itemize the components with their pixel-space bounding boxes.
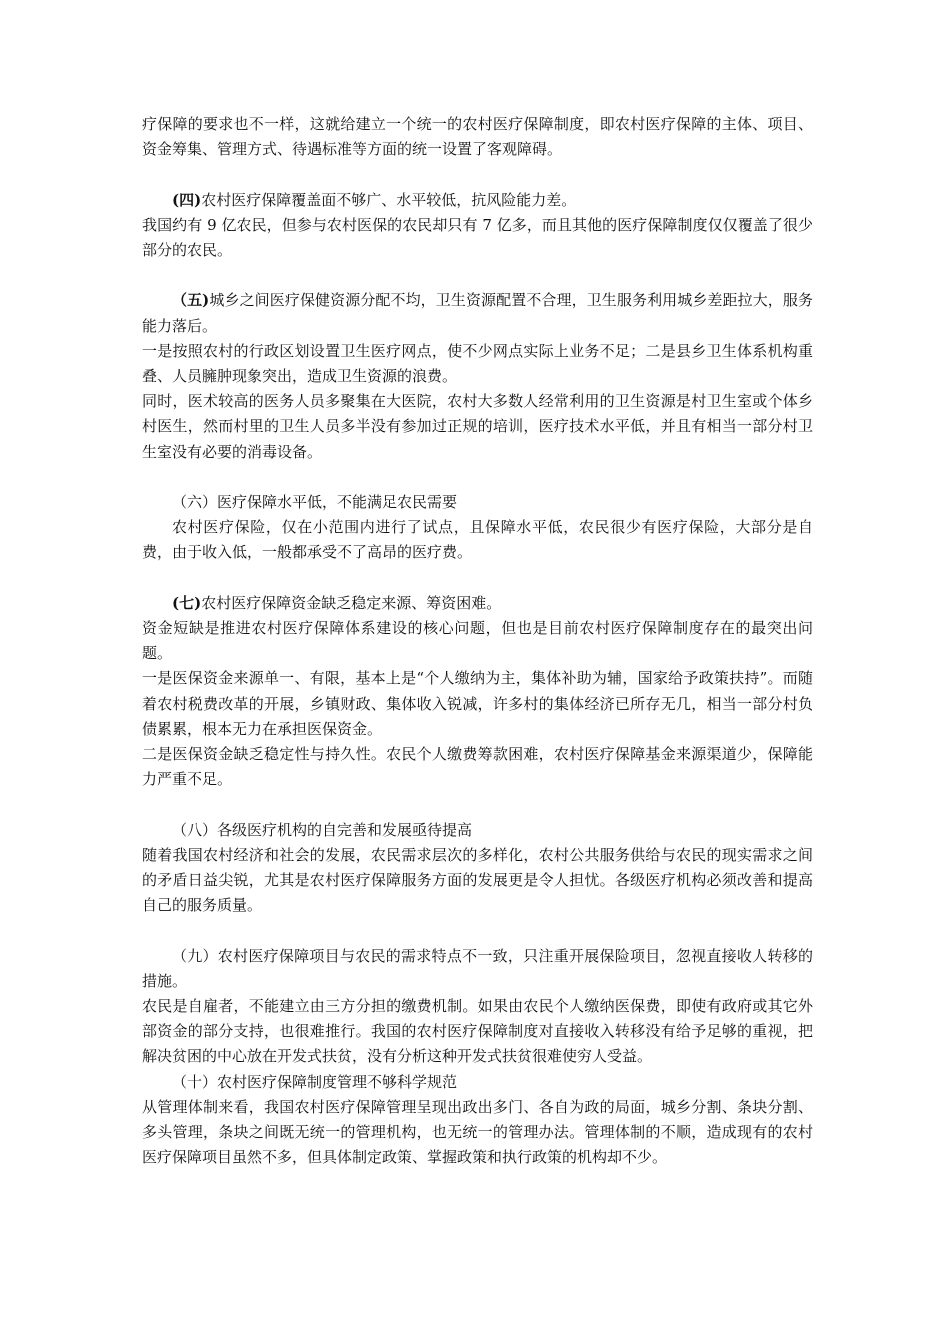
paragraph-7-3: 二是医保资金缺乏稳定性与持久性。农民个人缴费筹款困难，农村医疗保障基金来源渠道少，保障能力严重不足。 (142, 745, 813, 789)
paragraph-gap (142, 263, 813, 288)
section-heading-7 (142, 591, 813, 616)
heading-text: 农村医疗保障覆盖面不够广、水平较低，抗风险能力差。 (201, 190, 577, 209)
paragraph-4-1: 我国约有 9 亿农民，但参与农村医保的农民却只有 7 亿多，而且其他的医疗保障制度仅仅覆盖了很少部分的农民。 (142, 215, 813, 259)
heading-number: (四) (172, 190, 202, 209)
paragraph-gap (142, 566, 813, 591)
paragraph-gap (142, 792, 813, 817)
paragraph-gap (142, 465, 813, 490)
heading-text: 农村医疗保障资金缺乏稳定来源、筹资困难。 (201, 593, 502, 612)
paragraph-gap (142, 918, 813, 943)
section-heading-9: （九）农村医疗保障项目与农民的需求特点不一致，只注重开展保险项目，忽视直接收人转移的措施。 (142, 946, 813, 990)
paragraph-5-1: 一是按照农村的行政区划设置卫生医疗网点，使不少网点实际上业务不足；二是县乡卫生体系机构重叠、人员臃肿现象突出，造成卫生资源的浪费。 (142, 341, 813, 385)
heading-number: (七) (172, 593, 202, 612)
section-heading-10: （十）农村医疗保障制度管理不够科学规范 (172, 1072, 458, 1091)
paragraph-6-1: 农村医疗保险，仅在小范围内进行了试点，且保障水平低，农民很少有医疗保险，大部分是自费，由于收入低，一般都承受不了高昂的医疗费。 (142, 518, 813, 562)
section-heading-4 (142, 188, 813, 213)
section-heading-6: （六）医疗保障水平低，不能满足农民需要 (172, 493, 458, 511)
section-heading-5 (142, 288, 813, 338)
paragraph-5-2: 同时，医术较高的医务人员多聚集在大医院，农村大多数人经常利用的卫生资源是村卫生室或个体乡村医生，然而村里的卫生人员多半没有参加过正规的培训，医疗技术水平低，并且有相当一部分村卫生室没有必要的消毒设备。 (142, 392, 813, 461)
document-body (142, 112, 813, 1170)
paragraph-9-1: 农民是自雇者，不能建立由三方分担的缴费机制。如果由农民个人缴纳医保费，即使有政府或其它外部资金的部分支持，也很难推行。我国的农村医疗保障制度对直接收入转移没有给予足够的重视，把解决贫困的中心放在开发式扶贫，没有分析这种开发式扶贫很难使穷人受益。 (142, 997, 813, 1066)
paragraph-8-1: 随着我国农村经济和社会的发展，农民需求层次的多样化，农村公共服务供给与农民的现实需求之间的矛盾日益尖锐，尤其是农村医疗保障服务方面的发展更是令人担忧。各级医疗机构必须改善和提高自己的服务质量。 (142, 845, 813, 915)
section-heading-8: （八）各级医疗机构的自完善和发展亟待提高 (172, 820, 473, 839)
paragraph-7-2: 一是医保资金来源单一、有限，基本上是“个人缴纳为主，集体补助为辅，国家给予政策扶持”。而随着农村税费改革的开展，乡镇财政、集体收入锐减，许多村的集体经济已所存无几，相当一部分村负债累累，根本无力在承担医保资金。 (142, 669, 813, 738)
heading-number: （五) (172, 291, 210, 310)
paragraph-intro: 疗保障的要求也不一样，这就给建立一个统一的农村医疗保障制度，即农村医疗保障的主体、项目、资金筹集、管理方式、待遇标准等方面的统一设置了客观障碍。 (142, 115, 813, 159)
paragraph-gap (142, 162, 813, 187)
heading-text: 城乡之间医疗保健资源分配不均，卫生资源配置不合理，卫生服务利用城乡差距拉大，服务能力落后。 (142, 291, 813, 335)
paragraph-7-1: 资金短缺是推进农村医疗保障体系建设的核心问题，但也是目前农村医疗保障制度存在的最突出问题。 (142, 619, 813, 663)
paragraph-10-1: 从管理体制来看，我国农村医疗保障管理呈现出政出多门、各自为政的局面，城乡分割、条块分割、多头管理，条块之间既无统一的管理机构，也无统一的管理办法。管理体制的不顺，造成现有的农村医疗保障项目虽然不多，但具体制定政策、掌握政策和执行政策的机构却不少。 (142, 1097, 813, 1167)
